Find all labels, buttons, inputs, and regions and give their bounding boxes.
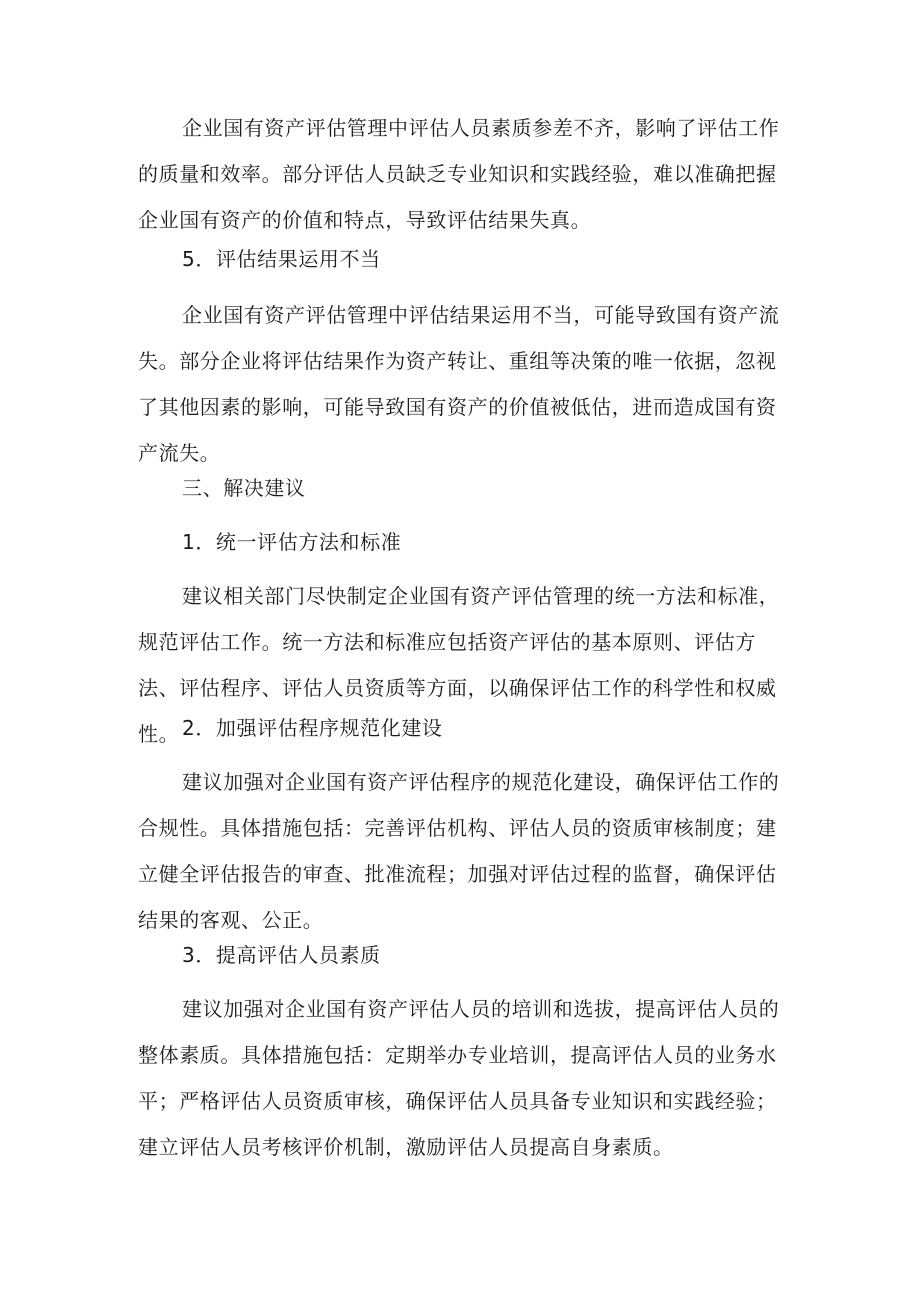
paragraph-improve-quality xyxy=(138,986,780,1170)
paragraph-text: 建议相关部门尽快制定企业国有资产评估管理的统一方法和标准，规范评估工作。统一方法和标准应包括资产评估的基本原则、评估方法、评估程序、评估人员资质等方面，以确保评估工作的科学性和权威性。 xyxy=(138,584,780,746)
paragraph-text: 企业国有资产评估管理中评估人员素质参差不齐，影响了评估工作的质量和效率。部分评估人员缺乏专业知识和实践经验，难以准确把握企业国有资产的价值和特点，导致评估结果失真。 xyxy=(138,116,780,232)
heading-solutions xyxy=(138,465,780,511)
paragraph-text: 建议加强对企业国有资产评估程序的规范化建设，确保评估工作的合规性。具体措施包括：完善评估机构、评估人员的资质审核制度；建立健全评估报告的审查、批准流程；加强对评估过程的监督，确保评估结果的客观、公正。 xyxy=(138,770,780,932)
heading-standardize-procedure xyxy=(138,705,780,751)
paragraph-evaluator-quality xyxy=(138,105,780,243)
paragraph-text: 建议加强对企业国有资产评估人员的培训和选拔，提高评估人员的整体素质。具体措施包括：定期举办专业培训，提高评估人员的业务水平；严格评估人员资质审核，确保评估人员具备专业知识和实践经验；建立评估人员考核评价机制，激励评估人员提高自身素质。 xyxy=(138,997,780,1159)
paragraph-result-misuse xyxy=(138,292,780,476)
heading-unify-methods xyxy=(138,519,780,565)
paragraph-standardize-procedure xyxy=(138,759,780,943)
heading-text: 3．提高评估人员素质 xyxy=(182,943,381,967)
heading-improve-quality xyxy=(138,932,780,978)
heading-text: 2．加强评估程序规范化建设 xyxy=(182,716,443,740)
heading-text: 三、解决建议 xyxy=(182,476,306,500)
paragraph-text: 企业国有资产评估管理中评估结果运用不当，可能导致国有资产流失。部分企业将评估结果作为资产转让、重组等决策的唯一依据，忽视了其他因素的影响，可能导致国有资产的价值被低估，进而造成国有资产流失。 xyxy=(138,303,780,465)
heading-result-misuse xyxy=(138,236,780,282)
heading-text: 1．统一评估方法和标准 xyxy=(182,530,402,554)
heading-text: 5．评估结果运用不当 xyxy=(182,247,381,271)
